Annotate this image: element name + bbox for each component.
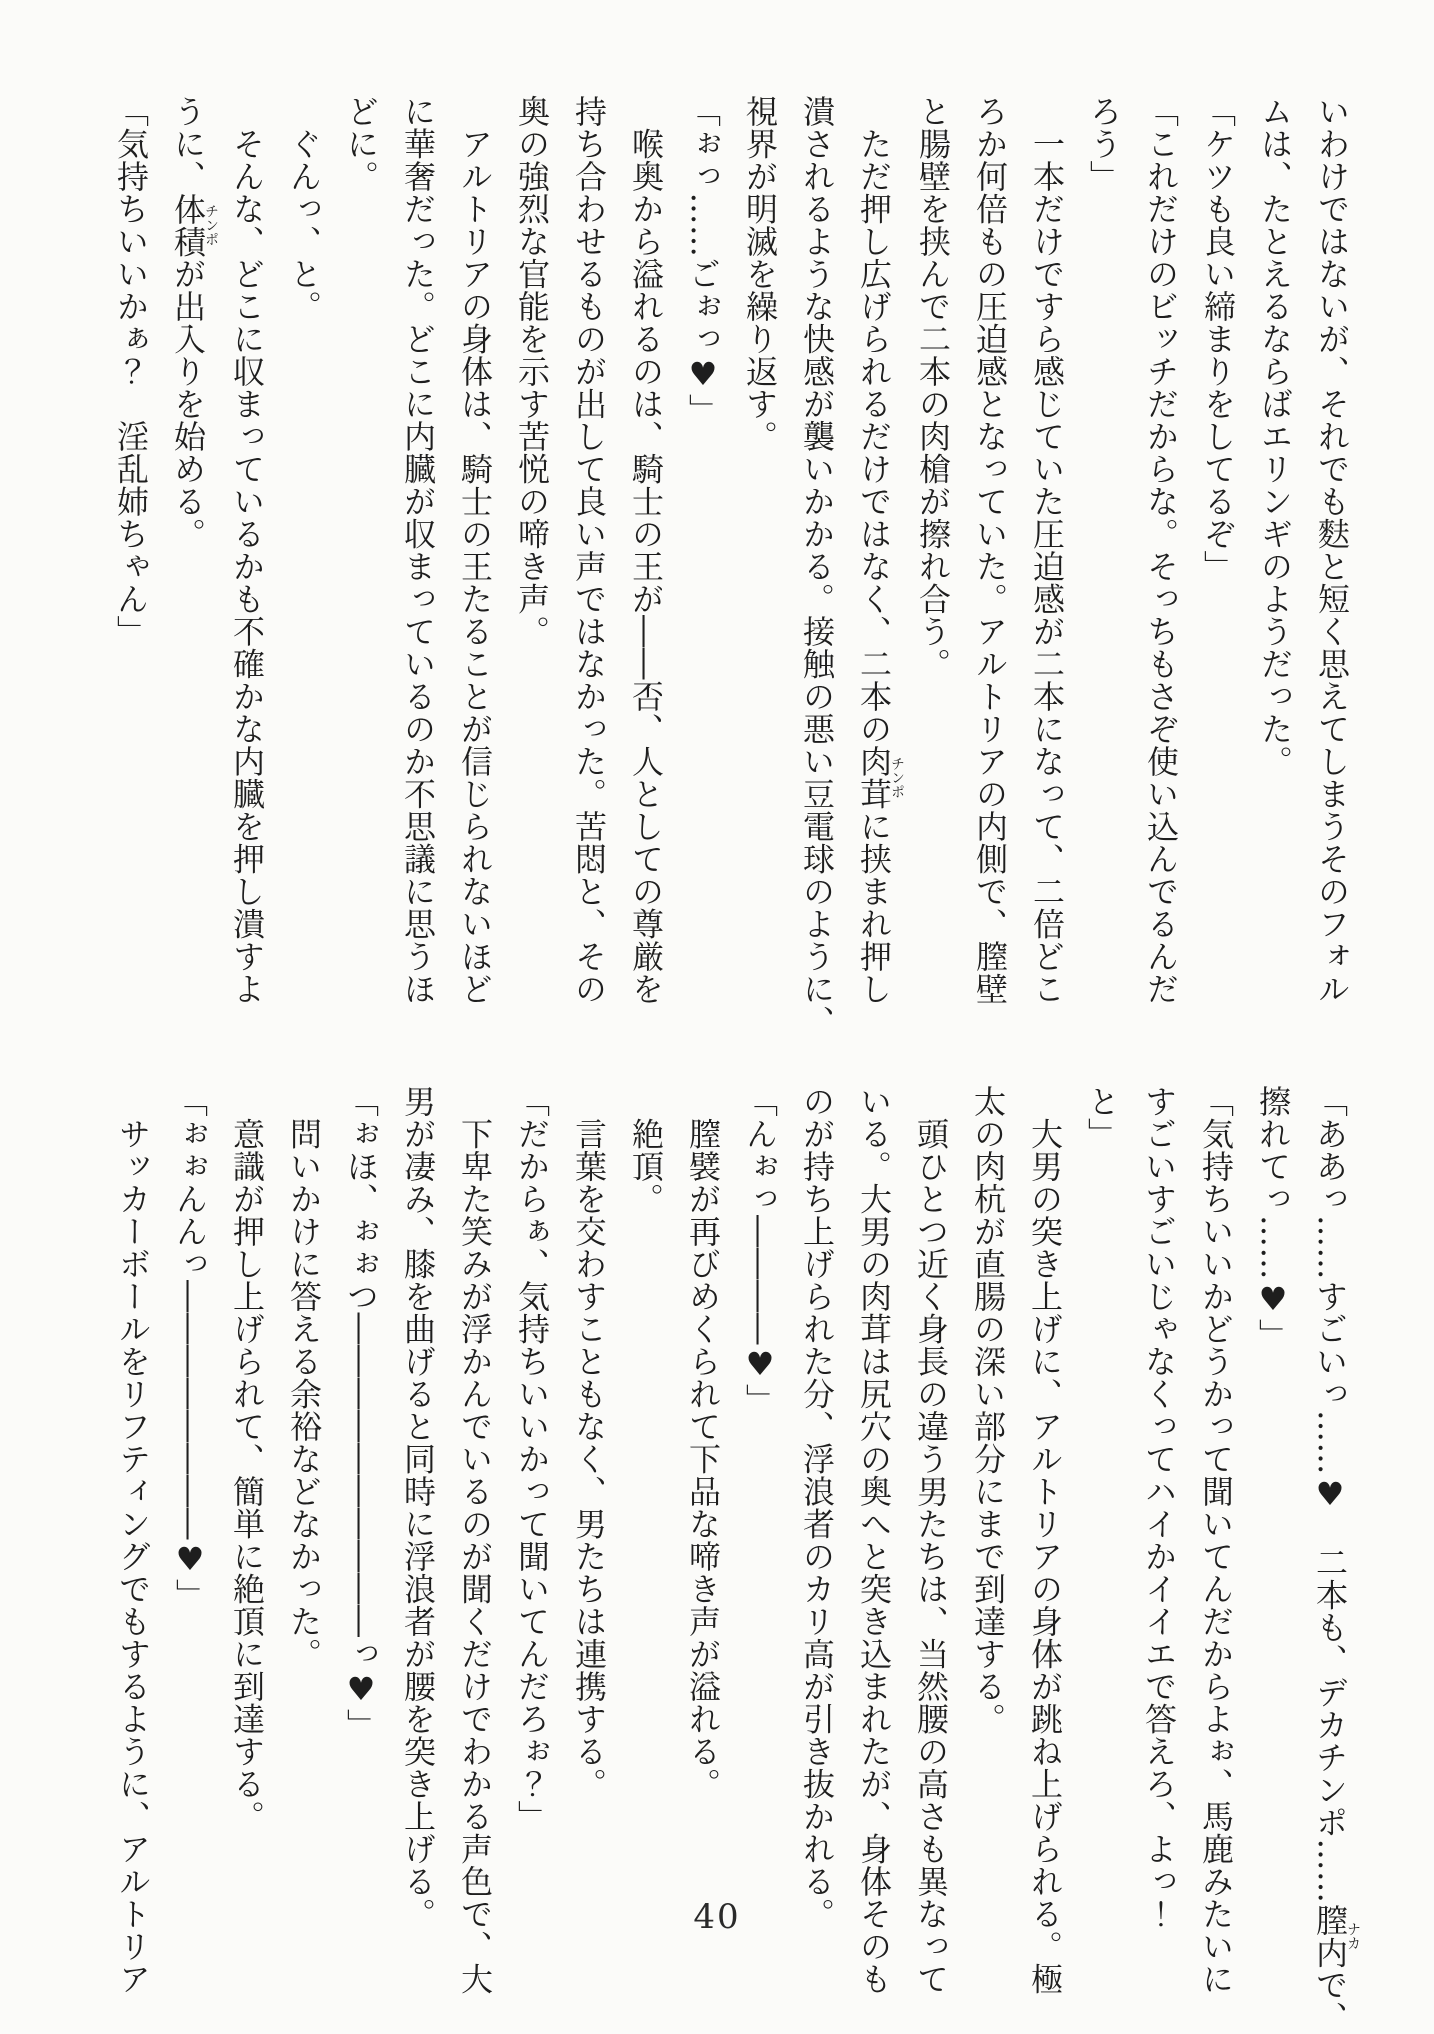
text-line: 奥の強烈な官能を示す苦悦の啼き声。 [513,95,551,648]
text-line: うに、体積チンポが出入りを始める。 [169,95,219,550]
main-text-top-block [102,95,1360,1038]
text-line: 言葉を交わすこともなく、男たちは連携する。 [570,1085,608,1800]
text-line: ただ押し広げられるだけではなく、二本の肉茸チンポに挟まれ押し [855,95,905,1005]
text-line: 「ぉほ、ぉぉつ――――――――――っ♥」 [342,1085,380,1741]
ruby-annotated-text: 膣内ナカ [1311,1903,1361,1969]
text-line: ムは、たとえるならばエリンギのようだった。 [1256,95,1294,778]
text-line: 「気持ちいいかどうかって聞いてんだからよぉ、馬鹿みたいに [1197,1085,1235,1995]
text-line: 太の肉杭が直腸の深い部分にまで到達する。 [969,1085,1007,1735]
furigana: チンポ [889,745,905,810]
text-line: 「だからぁ、気持ちいいかって聞いてんだろぉ？」 [513,1085,551,1833]
text-line: サッカーボールをリフティングでもするように、アルトリア [114,1085,152,1995]
text-line: 喉奥から溢れるのは、騎士の王が――否、人としての尊厳を [627,95,665,1005]
page-number: 40 [693,1897,741,1937]
text-line: 「ぉぉんんっ――――――――♥」 [171,1085,209,1611]
text-line: 問いかけに答える余裕などなかった。 [285,1085,323,1670]
text-line: 一本だけですら感じていた圧迫感が二本になって、二倍どこ [1028,95,1066,1005]
text-line: ろう」 [1085,95,1123,193]
text-line: 視界が明滅を繰り返す。 [741,95,779,453]
furigana: チンポ [203,192,219,258]
text-line: のが持ち上げられた分、浮浪者のカリ高が引き抜かれる。 [798,1085,836,1930]
text-line: 意識が押し上げられて、簡単に絶頂に到達する。 [228,1085,266,1833]
text-line: 「んぉっ――――♥」 [741,1085,779,1416]
text-line: 「ケツも良い締まりをしてるぞ」 [1199,95,1237,583]
text-line: ろか何倍もの圧迫感となっていた。アルトリアの内側で、膣壁 [971,95,1009,1005]
ruby-annotated-text: 体積チンポ [169,192,219,258]
text-line: いわけではないが、それでも麩と短く思えてしまうそのフォル [1313,95,1351,1005]
text-line: どに。 [342,95,380,193]
text-line: 頭ひとつ近く身長の違う男たちは、当然腰の高さも異なって [912,1085,950,1995]
text-line: 「ぉっ……ごぉっ♥」 [684,95,722,426]
ruby-annotated-text: 肉茸チンポ [855,745,905,810]
main-text-bottom-block [104,1085,1360,2034]
text-line: 「ああっ……すごいっ……♥ 二本も、デカチンポ……膣内ナカで、 [1311,1085,1361,2034]
text-line: に華奢だった。どこに内臓が収まっているのか不思議に思うほ [399,95,437,1005]
text-line: すごいすごいじゃなくってハイかイイエで答えろ、よっ！ [1140,1085,1178,1930]
text-line: と」 [1083,1085,1121,1150]
text-line: と腸壁を挟んで二本の肉槍が擦れ合う。 [914,95,952,680]
text-line: アルトリアの身体は、騎士の王たることが信じられないほど [456,95,494,1005]
text-line: いる。大男の肉茸は尻穴の奥へと突き込まれたが、身体そのも [855,1085,893,1995]
text-line: 大男の突き上げに、アルトリアの身体が跳ね上げられる。極 [1026,1085,1064,1995]
text-line: 「これだけのビッチだからな。そっちもさぞ使い込んでるんだ [1142,95,1180,1005]
text-line: 擦れてっ……♥」 [1254,1085,1292,1351]
text-line: 下卑た笑みが浮かんでいるのが聞くだけでわかる声色で、大 [456,1085,494,1995]
text-line: 潰されるような快感が襲いかかる。接触の悪い豆電球のように、 [798,95,836,1038]
text-line: ぐんっ、と。 [285,95,323,323]
furigana: ナカ [1345,1903,1361,1969]
text-line: 膣襞が再びめくられて下品な啼き声が溢れる。 [684,1085,722,1800]
text-line: 持ち合わせるものが出して良い声ではなかった。苦悶と、その [570,95,608,1005]
text-line: そんな、どこに収まっているかも不確かな内臓を押し潰すよ [228,95,266,1005]
text-line: 男が凄み、膝を曲げると同時に浮浪者が腰を突き上げる。 [399,1085,437,1930]
text-line: 絶頂。 [627,1085,665,1215]
text-line: 「気持ちいいかぁ？ 淫乱姉ちゃん」 [112,95,150,648]
